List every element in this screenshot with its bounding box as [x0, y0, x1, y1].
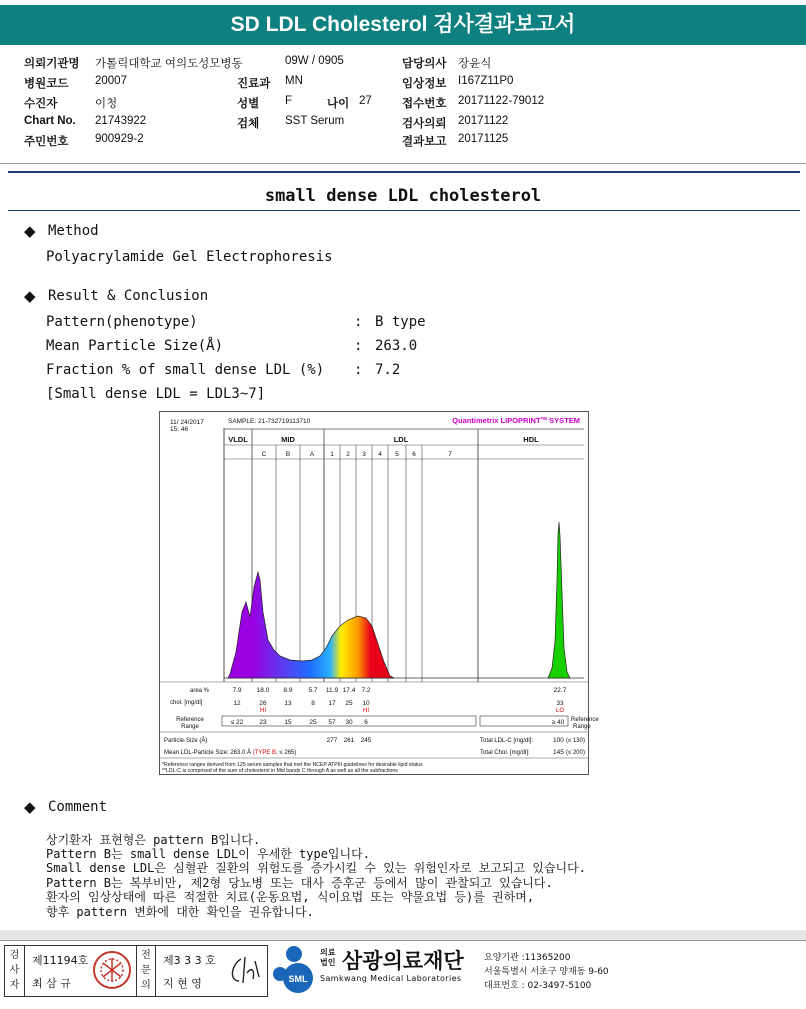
result-size-value: 263.0	[375, 338, 418, 354]
chol-value: 12	[233, 700, 241, 707]
sml-logo-text: SML	[288, 974, 308, 984]
comment-line: 향후 pattern 변화에 대한 확인을 권유합니다.	[46, 905, 314, 919]
comment-line: Pattern B는 복부비만, 제2형 당뇨병 또는 대사 증후군 등에서 많이 관찰되고 있습니다.	[46, 876, 553, 890]
lipoprint-chart-svg	[160, 412, 599, 774]
particle-size-value: 245	[360, 737, 372, 744]
bullet-diamond-icon: ◆	[24, 798, 36, 816]
chol-flag: HI	[260, 708, 266, 714]
comment-heading: Comment	[48, 799, 108, 815]
id-label: 주민번호	[24, 136, 69, 148]
subband-label: 5	[395, 451, 399, 458]
ref-row-label-right: Reference	[571, 717, 599, 723]
patient-name: 이청	[95, 98, 118, 110]
dept: MN	[285, 75, 303, 87]
org-corp-label: 의료 법인	[320, 948, 336, 967]
subband-label: 2	[346, 451, 350, 458]
org-name: 삼광의료재단	[342, 949, 464, 973]
area-row-label: area %	[190, 688, 210, 694]
institution-label: 의뢰기관명	[24, 58, 80, 70]
sex-label: 성별	[237, 98, 260, 110]
area-value: 5.7	[308, 687, 318, 694]
band-label: VLDL	[228, 435, 248, 444]
receipt-no: 20171122-79012	[458, 95, 545, 107]
ref-value: 6	[364, 719, 368, 726]
sml-logo-icon	[272, 944, 318, 996]
specialist-no: 제3 3 3 호	[163, 954, 216, 967]
doctor-label: 담당의사	[402, 58, 447, 70]
ref-value: 25	[309, 719, 317, 726]
comment-line: Pattern B는 small dense LDL이 우세한 type입니다.	[46, 847, 370, 861]
subband-label: A	[309, 451, 315, 458]
method-text: Polyacrylamide Gel Electrophoresis	[46, 249, 333, 265]
ref-row-label: Reference	[176, 717, 204, 723]
chart-time: 15: 46	[170, 426, 189, 433]
chart-no-label: Chart No.	[24, 115, 76, 127]
signature-box	[4, 945, 268, 997]
specialist-name: 지 현 영	[163, 977, 202, 990]
request-date-label: 검사의뢰	[402, 118, 447, 130]
request-date: 20171122	[458, 115, 509, 127]
org-code: 요양기관 :11365200	[484, 953, 571, 963]
institution: 가톨릭대학교 여의도성모병동	[95, 58, 243, 70]
chol-value: 10	[362, 700, 370, 707]
result-pattern-value: B type	[375, 314, 426, 330]
chol-flag-hdl: LO	[555, 708, 565, 714]
subband-label: 1	[330, 451, 334, 458]
specimen: SST Serum	[285, 115, 345, 127]
chart-sample: SAMPLE: 21-732719113710	[228, 418, 311, 425]
chart-date: 11/ 24/2017	[170, 419, 204, 426]
particle-size-value: 261	[343, 737, 355, 744]
particle-size-value: 277	[326, 737, 338, 744]
particle-size-label: Particle-Size (Å)	[164, 738, 208, 744]
area-value: 17.4	[342, 687, 356, 694]
area-value: 11.9	[325, 687, 339, 694]
band-label: HDL	[523, 435, 539, 444]
result-note: [Small dense LDL = LDL3~7]	[46, 386, 266, 402]
comment-line: 상기환자 표현형은 pattern B입니다.	[46, 833, 261, 847]
doctor: 장윤식	[458, 58, 492, 70]
result-pattern-label: Pattern(phenotype)	[46, 314, 198, 330]
org-address: 서울특별시 서초구 양재동 9-60	[484, 967, 609, 977]
chol-value-hdl: 33	[556, 700, 564, 707]
area-value: 18.0	[256, 687, 270, 694]
chol-flag: HI	[363, 708, 369, 714]
examiner-label: 검 사 자	[5, 946, 25, 996]
sex: F	[285, 95, 293, 107]
examiner-name: 최 삼 규	[32, 977, 71, 990]
total-ldl-value: 100	[553, 737, 564, 744]
total-ldl-label: Total LDL-C [mg/dl]:	[480, 738, 534, 744]
area-value: 7.9	[232, 687, 242, 694]
ref-value: 23	[259, 719, 267, 726]
total-chol-label: Total Chol. [mg/dl]:	[480, 750, 530, 756]
ref-row-label: Range	[181, 724, 199, 730]
area-value: 7.2	[361, 687, 371, 694]
result-sep: :	[354, 338, 363, 354]
lipoprint-chart	[159, 411, 599, 775]
ref-value: 15	[284, 719, 292, 726]
id-no: 900929-2	[95, 133, 144, 145]
clinical-label: 임상정보	[402, 78, 447, 90]
age-label: 나이	[327, 98, 350, 110]
area-value: 8.9	[283, 687, 293, 694]
header-divider	[0, 163, 806, 164]
report-date: 20171125	[458, 133, 509, 145]
specialist-label: 전 문 의	[136, 946, 156, 996]
hospital-code: 20007	[95, 75, 127, 87]
chol-value: 8	[311, 700, 315, 707]
subband-label: 7	[448, 451, 452, 458]
band-label: MID	[281, 435, 295, 444]
examiner-no: 제11194호	[32, 954, 89, 967]
chol-row-label: chol. [mg/dl]	[170, 700, 203, 706]
comment-line: Small dense LDL은 심혈관 질환의 위험도를 증가시킬 수 있는 위험인자로 보고되고 있습니다.	[46, 861, 586, 875]
report-title: SD LDL Cholesterol 검사결과보고서	[0, 5, 806, 45]
subband-label: 3	[362, 451, 366, 458]
ref-row-label-right: Range	[573, 724, 591, 730]
method-heading: Method	[48, 223, 99, 239]
specialist-signature-icon	[225, 951, 261, 989]
section-rule-top	[8, 171, 800, 173]
ref-value: ≤ 22	[230, 719, 244, 726]
dept-label: 진료과	[237, 78, 271, 90]
subband-label: 6	[412, 451, 416, 458]
receipt-label: 접수번호	[402, 98, 447, 110]
subband-label: C	[261, 451, 267, 458]
ref-value-hdl: ≥ 40	[551, 719, 565, 726]
subband-label: 4	[378, 451, 382, 458]
ward: 09W / 0905	[285, 55, 344, 67]
chol-value: 26	[259, 700, 267, 707]
comment-line: 환자의 임상상태에 따른 적절한 치료(운동요법, 식이요법 또는 약물요법 등)를 권하며,	[46, 890, 535, 904]
lipoprotein-area	[228, 572, 394, 678]
examiner-seal-icon	[91, 949, 133, 991]
hospital-code-label: 병원코드	[24, 78, 69, 90]
total-ldl-ref: (≤ 130)	[566, 738, 585, 744]
chart-no: 21743922	[95, 115, 147, 127]
band-label: LDL	[393, 435, 409, 444]
chart-footnote: *Reference ranges derived from 125 serum samples that met the NCEP ATPIII guidelines for desirable lipid status	[162, 762, 423, 768]
patient-label: 수진자	[24, 98, 58, 110]
age: 27	[359, 95, 372, 107]
chol-value: 13	[284, 700, 292, 707]
bullet-diamond-icon: ◆	[24, 222, 36, 240]
result-sep: :	[354, 362, 363, 378]
chart-footnote: **LDL-C is comprised of the sum of cholesterol in Mid bands C through A as well as all the subfractions	[162, 768, 398, 774]
clinical-info: I167Z11P0	[458, 75, 514, 87]
org-english-name: Samkwang Medical Laboratories	[320, 974, 462, 983]
area-value-hdl: 22.7	[553, 687, 567, 694]
hdl-peak	[548, 522, 570, 678]
chol-value: 17	[328, 700, 336, 707]
footer-band	[0, 930, 806, 940]
specimen-label: 검체	[237, 118, 260, 130]
bullet-diamond-icon: ◆	[24, 287, 36, 305]
result-size-label: Mean Particle Size(Å)	[46, 338, 224, 354]
chol-value: 25	[345, 700, 353, 707]
result-fraction-value: 7.2	[375, 362, 401, 378]
ref-value: 30	[345, 719, 353, 726]
footer-divider	[0, 940, 806, 941]
total-chol-value: 145	[553, 749, 564, 756]
report-date-label: 결과보고	[402, 136, 447, 148]
section-rule-bottom	[8, 210, 800, 211]
total-chol-ref: (≤ 200)	[566, 750, 585, 756]
chart-brand: Quantimetrix LIPOPRINT™ SYSTEM	[452, 416, 580, 425]
mean-particle-size: Mean LDL-Particle Size: 263.0 Å (TYPE B; ≤ 265)	[164, 750, 297, 756]
result-sep: :	[354, 314, 363, 330]
result-heading: Result & Conclusion	[48, 288, 209, 304]
org-phone: 대표번호 : 02-3497-5100	[484, 981, 592, 991]
subband-label: B	[285, 451, 291, 458]
ref-value: 57	[328, 719, 336, 726]
section-title: small dense LDL cholesterol	[264, 186, 542, 206]
result-fraction-label: Fraction % of small dense LDL (%)	[46, 362, 325, 378]
